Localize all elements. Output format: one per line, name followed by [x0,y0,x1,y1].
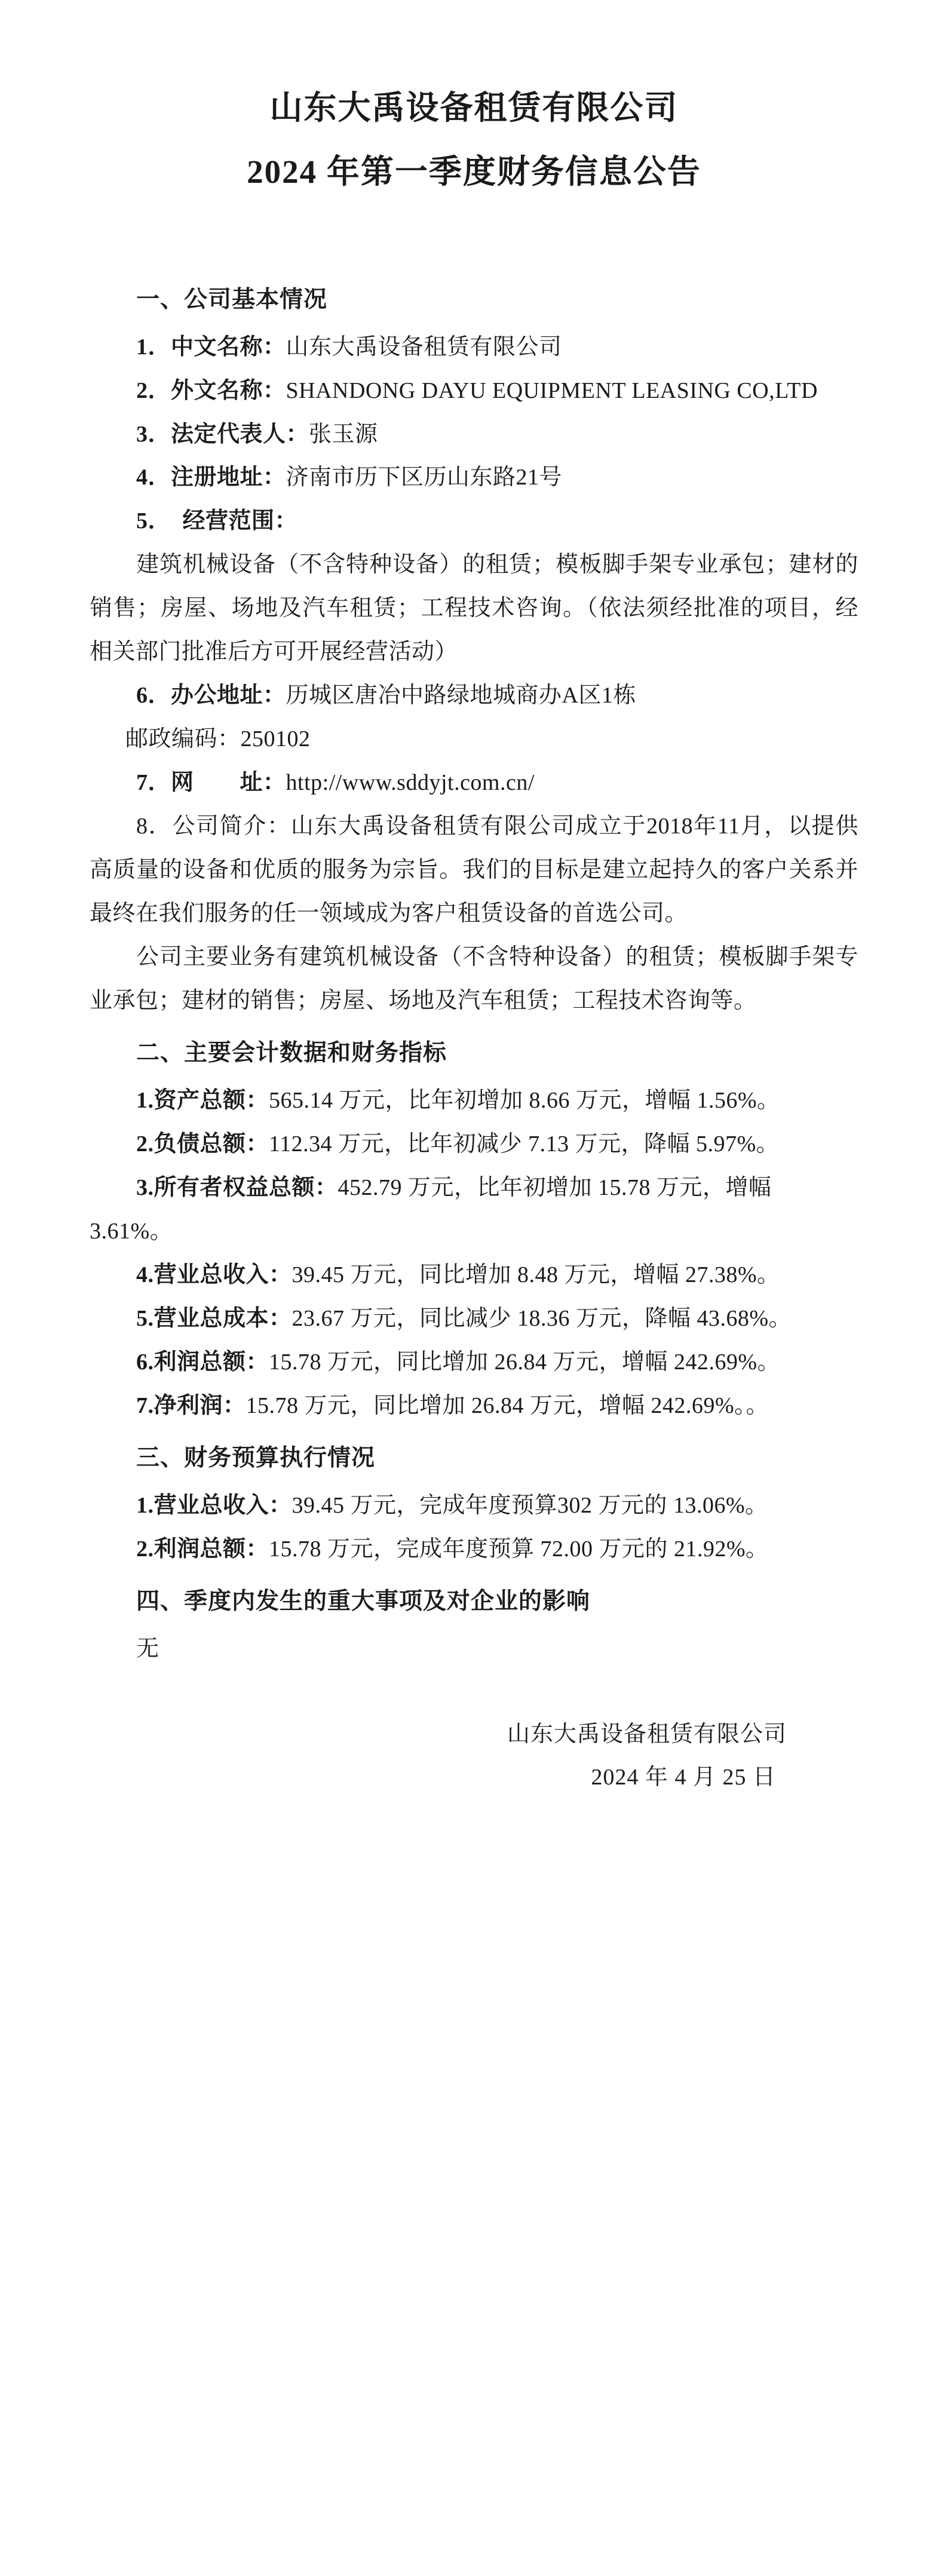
office-address-value: 历城区唐冶中路绿地城商办A区1栋 [286,683,636,709]
budget-profit-row [90,1528,858,1571]
company-foreign-name-label: 2．外文名称： [136,378,286,403]
title-line-2: 2024 年第一季度财务信息公告 [247,154,701,191]
total-profit-value: 15.78 万元，同比增加 26.84 万元，增幅 242.69%。 [269,1349,781,1375]
budget-revenue-value: 39.45 万元，完成年度预算302 万元的 13.06%。 [292,1492,768,1518]
business-scope-paragraph: 建筑机械设备（不含特种设备）的租赁；模板脚手架专业承包；建材的销售；房屋、场地及汽车租赁；工程技术咨询。（依法须经批准的项目，经相关部门批准后方可开展经营活动） [90,552,858,665]
total-liabilities-row [90,1123,858,1166]
budget-profit-value: 15.78 万元，完成年度预算 72.00 万元的 21.92%。 [269,1536,769,1562]
company-chinese-name-value: 山东大禹设备租赁有限公司 [286,334,562,360]
total-equity-label: 3.所有者权益总额： [136,1174,338,1200]
postcode-label: 邮政编码： [125,726,241,752]
total-equity-row [90,1166,858,1253]
business-scope-row [90,499,858,543]
legal-representative-label: 3．法定代表人： [136,421,309,447]
net-profit-value: 15.78 万元，同比增加 26.84 万元，增幅 242.69%。。 [246,1393,769,1418]
total-revenue-row [90,1253,858,1297]
total-cost-row [90,1297,858,1341]
budget-revenue-row [90,1484,858,1528]
total-equity-value: 452.79 万元，比年初增加 15.78 万元，增幅 3.61%。 [90,1174,772,1244]
section-heading-financial-data: 二、主要会计数据和财务指标 [136,1039,447,1066]
page-title [90,82,858,198]
company-profile-label: 8．公司简介： [136,814,291,839]
postcode-value: 250102 [240,726,311,752]
website-row [90,761,858,805]
title-spacer [90,198,858,269]
legal-representative-value: 张玉源 [309,421,378,447]
signature-block [90,1713,858,1799]
website-label: 7．网 址： [136,770,286,796]
total-cost-value: 23.67 万元，同比减少 18.36 万元，降幅 43.68%。 [292,1305,792,1331]
budget-profit-label: 2.利润总额： [136,1536,269,1562]
total-liabilities-label: 2.负债总额： [136,1131,269,1157]
signature-company: 山东大禹设备租赁有限公司 [507,1721,787,1747]
section-heading-company-info: 一、公司基本情况 [136,286,328,312]
registered-address-value: 济南市历下区历山东路21号 [286,465,563,490]
office-address-row [90,674,858,717]
major-events-body: 无 [136,1636,159,1661]
total-profit-label: 6.利润总额： [136,1349,269,1375]
office-address-label: 6．办公地址： [136,683,286,709]
total-assets-row [90,1079,858,1123]
postcode-row [90,717,858,761]
company-profile-paragraph [90,805,858,936]
company-foreign-name-row [90,369,858,413]
registered-address-row [90,456,858,499]
total-assets-value: 565.14 万元，比年初增加 8.66 万元，增幅 1.56%。 [269,1087,780,1113]
total-revenue-value: 39.45 万元，同比增加 8.48 万元，增幅 27.38%。 [292,1262,780,1287]
company-chinese-name-row [90,326,858,369]
registered-address-label: 4．注册地址： [136,465,286,490]
net-profit-row [90,1384,858,1428]
section-heading-major-events: 四、季度内发生的重大事项及对企业的影响 [136,1588,591,1614]
total-revenue-label: 4.营业总收入： [136,1262,292,1287]
total-assets-label: 1.资产总额： [136,1087,269,1113]
company-chinese-name-label: 1．中文名称： [136,334,286,360]
legal-representative-row [90,413,858,456]
title-line-1: 山东大禹设备租赁有限公司 [269,90,679,126]
total-profit-row [90,1341,858,1384]
company-foreign-name-value: SHANDONG DAYU EQUIPMENT LEASING CO,LTD [286,378,818,403]
website-value[interactable]: http://www.sddyjt.com.cn/ [286,770,535,796]
signature-date: 2024 年 4 月 25 日 [591,1764,776,1790]
net-profit-label: 7.净利润： [136,1393,246,1418]
main-business-paragraph: 公司主要业务有建筑机械设备（不含特种设备）的租赁；模板脚手架专业承包；建材的销售；房屋、场地及汽车租赁；工程技术咨询等。 [90,944,858,1013]
section-heading-budget-execution: 三、财务预算执行情况 [136,1445,376,1471]
total-cost-label: 5.营业总成本： [136,1305,292,1331]
total-liabilities-value: 112.34 万元，比年初减少 7.13 万元，降幅 5.97%。 [269,1131,780,1157]
business-scope-label: 5． 经营范围： [136,508,298,534]
company-profile-text: 山东大禹设备租赁有限公司成立于2018年11月，以提供高质量的设备和优质的服务为宗旨。我们的目标是建立起持久的客户关系并最终在我们服务的任一领域成为客户租赁设备的首选公司。 [90,814,858,926]
budget-revenue-label: 1.营业总收入： [136,1492,292,1518]
